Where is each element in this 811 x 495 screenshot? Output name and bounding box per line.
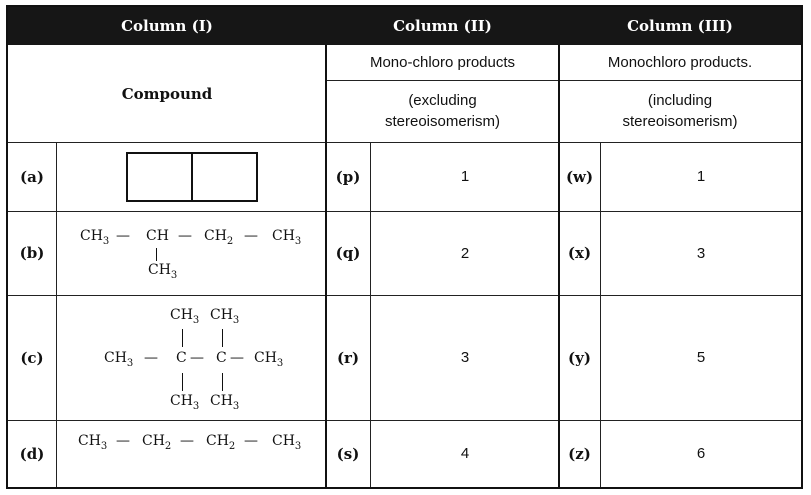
group-ch2: $CH_2$ <box>142 433 172 452</box>
bond: — <box>178 228 192 244</box>
col2-subheader-note <box>326 80 559 142</box>
group-ch3: $CH_3$ <box>148 262 178 281</box>
col2-value: 3 <box>460 349 470 366</box>
col3-label: (y) <box>568 348 591 367</box>
col2-label: (r) <box>336 348 360 367</box>
group-ch3: $CH_3$ <box>210 393 240 412</box>
col2-value: 1 <box>460 168 470 185</box>
col3-label: (w) <box>565 167 594 186</box>
bond: — <box>244 228 258 244</box>
group-ch2: $CH_2$ <box>206 433 236 452</box>
row-label: (b) <box>19 244 45 262</box>
cyclobutane-structure <box>126 152 258 202</box>
bond: — <box>116 228 130 244</box>
row-label: (c) <box>20 348 44 367</box>
group-ch3: $CH_3$ <box>104 350 134 369</box>
match-table <box>6 5 803 489</box>
tetramethylbutane-structure <box>104 305 304 415</box>
col3-value: 3 <box>696 244 706 262</box>
col2-label: (p) <box>335 167 361 186</box>
group-ch3: $CH_3$ <box>210 307 240 326</box>
bond: — <box>230 350 244 366</box>
col3-subheader-line2: (including <box>647 92 713 109</box>
bond: — <box>244 433 258 449</box>
col3-value: 5 <box>696 349 706 366</box>
bond: — <box>144 350 158 366</box>
col2-value: 4 <box>460 445 470 462</box>
col2-label: (s) <box>336 444 360 463</box>
carbon: C <box>176 350 187 366</box>
bond: — <box>190 350 204 366</box>
group-ch3: $CH_3$ <box>78 433 108 452</box>
bond-vertical <box>182 329 183 347</box>
col3-label: (x) <box>567 244 592 262</box>
col3-subheader-line3: stereoisomerism) <box>622 113 738 130</box>
row-label: (d) <box>19 444 45 463</box>
butane-structure <box>78 433 323 457</box>
bond: — <box>116 433 130 449</box>
col2-label: (q) <box>335 244 361 262</box>
group-ch3: $CH_3$ <box>272 228 302 247</box>
col2-subheader-line1: Mono-chloro products <box>369 54 516 71</box>
rule <box>56 142 57 487</box>
col2-subheader-line2: (excluding <box>408 92 477 109</box>
col3-label: (z) <box>568 444 591 463</box>
header-col2: Column (II) <box>326 7 559 45</box>
isopentane-structure <box>80 224 320 286</box>
col2-subheader-line3: stereoisomerism) <box>384 113 501 130</box>
bond: — <box>180 433 194 449</box>
bond-vertical <box>222 373 223 391</box>
header-col3: Column (III) <box>559 7 801 45</box>
row-label: (a) <box>20 167 44 186</box>
group-ch: CH <box>146 228 169 244</box>
bond-vertical <box>156 248 157 261</box>
col3-subheader-line1: Monochloro products. <box>607 54 753 71</box>
col3-value: 1 <box>696 168 706 185</box>
header-col1: Column (I) <box>8 7 326 45</box>
group-ch3: $CH_3$ <box>170 393 200 412</box>
carbon: C <box>216 350 227 366</box>
group-ch3: $CH_3$ <box>170 307 200 326</box>
bond-vertical <box>182 373 183 391</box>
group-ch2: $CH_2$ <box>204 228 234 247</box>
col3-subheader-note <box>559 80 801 142</box>
col3-value: 6 <box>696 445 706 462</box>
group-ch3: $CH_3$ <box>80 228 110 247</box>
compound-heading: Compound <box>121 84 213 103</box>
ring-divider <box>191 154 193 200</box>
rule <box>326 80 801 81</box>
group-ch3: $CH_3$ <box>254 350 284 369</box>
group-ch3: $CH_3$ <box>272 433 302 452</box>
bond-vertical <box>222 329 223 347</box>
col2-value: 2 <box>460 244 470 262</box>
